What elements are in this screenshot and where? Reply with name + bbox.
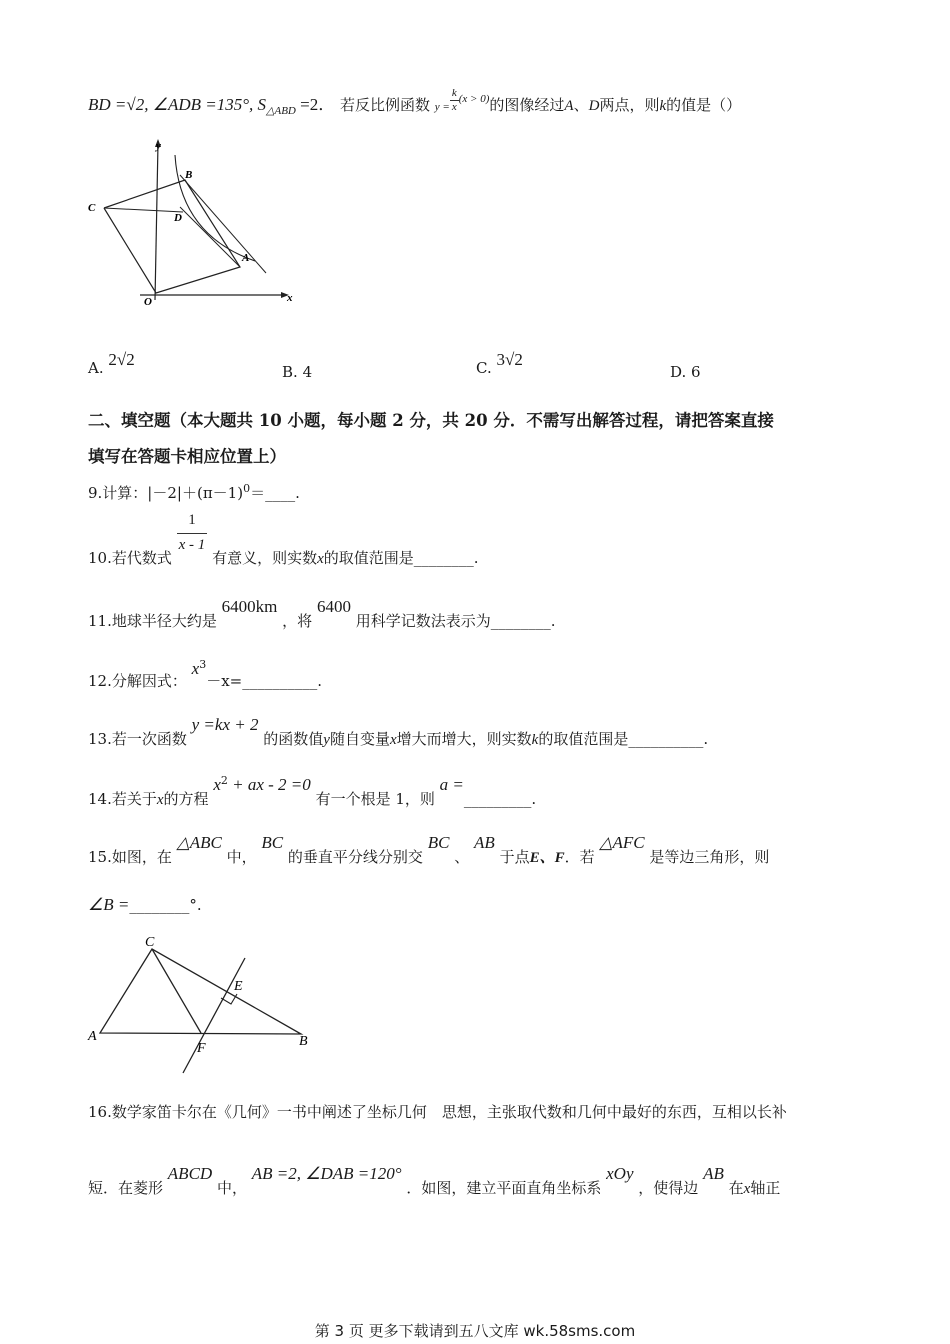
option-c-value: 3√2 bbox=[496, 350, 523, 369]
q16-var: x bbox=[743, 1181, 751, 1197]
q9-end: ＝____. bbox=[250, 484, 300, 502]
q8-given: BD =√2, ∠ADB =135°, S bbox=[88, 95, 267, 114]
q13-prefix: 13.若一次函数 bbox=[88, 730, 187, 748]
q15-angle: ∠B = bbox=[88, 895, 130, 914]
option-b-label: B. bbox=[282, 363, 298, 381]
fig2-label-c: C bbox=[145, 935, 155, 950]
q15-end: ________°. bbox=[129, 896, 202, 914]
q13-t3: 增大而增大，则实数 bbox=[396, 730, 532, 748]
q13-v3: k bbox=[531, 732, 539, 748]
option-c-label: C. bbox=[476, 359, 492, 377]
fig1-y-axis bbox=[155, 143, 158, 300]
q9-text: 9.计算：|－2|＋(π－1) bbox=[88, 484, 244, 502]
fig1-label-o: O bbox=[144, 296, 152, 308]
question-15-answer-line bbox=[88, 895, 202, 915]
fig2-label-f: F bbox=[197, 1041, 206, 1056]
fig2-perpendicular-bisector bbox=[183, 958, 245, 1073]
fig1-quadrilateral bbox=[104, 180, 240, 293]
question-15 bbox=[88, 832, 770, 866]
fig1-label-a: A bbox=[242, 252, 250, 264]
question-9 bbox=[88, 482, 300, 503]
q11-val1: 6400km bbox=[221, 597, 278, 616]
question-13 bbox=[88, 714, 709, 748]
q8-var-k: k bbox=[659, 98, 667, 114]
fig1-line-cd bbox=[104, 208, 183, 212]
q15-seg3: AB bbox=[474, 833, 495, 852]
q14-eq-exp: 2 bbox=[220, 774, 228, 787]
q8-text-c: 两点，则 bbox=[599, 96, 660, 114]
option-b-value: 4 bbox=[302, 363, 313, 381]
q16-t3: ，使得边 bbox=[638, 1179, 699, 1197]
figure-1-coordinate-graph bbox=[80, 135, 310, 315]
option-d bbox=[670, 363, 701, 381]
question-10 bbox=[88, 512, 479, 567]
q16-t2: ．如图，建立平面直角坐标系 bbox=[406, 1179, 602, 1197]
q9-sup: 0 bbox=[243, 482, 251, 495]
question-16-line-1: 16.数学家笛卡尔在《几何》一书中阐述了坐标几何 思想，主张取代数和几何中最好的东西，互相以长补 bbox=[88, 1103, 787, 1121]
q10-end: 的取值范围是________. bbox=[323, 548, 479, 567]
q15-t3: 、 bbox=[454, 848, 470, 866]
fig2-label-b: B bbox=[299, 1034, 308, 1049]
q8-line bbox=[88, 87, 742, 119]
q12-exp: 3 bbox=[199, 658, 207, 671]
q15-t5: ．若 bbox=[564, 848, 595, 866]
q8-func-y: y = bbox=[434, 101, 450, 113]
question-12 bbox=[88, 658, 322, 690]
fig1-line-ba-ext bbox=[180, 175, 266, 273]
q13-t1: 的函数值 bbox=[263, 730, 324, 748]
q8-func-den: x bbox=[451, 100, 457, 113]
question-14 bbox=[88, 774, 537, 808]
q14-prefix: 14.若关于 bbox=[88, 790, 157, 808]
q14-a-eq: a = bbox=[439, 775, 464, 794]
q8-text-b: 的图像经过 bbox=[489, 96, 565, 114]
q11-end: 用科学记数法表示为________. bbox=[355, 612, 556, 630]
q8-func-frac bbox=[450, 87, 459, 112]
option-d-value: 6 bbox=[691, 363, 701, 381]
option-a-value: 2√2 bbox=[108, 350, 135, 369]
fig1-line-da bbox=[180, 207, 240, 267]
q13-v1: y bbox=[323, 732, 330, 748]
fig1-label-y: y bbox=[156, 140, 161, 152]
q8-func-cond: (x > 0) bbox=[458, 93, 490, 105]
q8-pt-a: A bbox=[564, 98, 574, 114]
page-footer: 第 3 页 更多下载请到五八文库 wk.58sms.com bbox=[314, 1322, 636, 1340]
q10-fraction bbox=[177, 512, 208, 553]
fig1-label-d: D bbox=[174, 212, 182, 224]
fig1-label-c: C bbox=[88, 202, 96, 214]
q8-text-d: 的值是（） bbox=[666, 96, 742, 114]
q15-t6: 是等边三角形，则 bbox=[649, 848, 770, 866]
q15-tri1: △ABC bbox=[176, 833, 222, 852]
option-b bbox=[282, 363, 312, 381]
q15-t4: 于点 bbox=[499, 848, 530, 866]
q8-given-sub: △ABD bbox=[266, 105, 296, 117]
q13-v2: x bbox=[389, 732, 397, 748]
q15-seg1: BC bbox=[261, 833, 284, 852]
q14-var: x bbox=[156, 792, 164, 808]
question-11 bbox=[88, 596, 556, 630]
q11-prefix: 11.地球半径大约是 bbox=[88, 612, 217, 630]
q12-end: －x=__________. bbox=[206, 672, 322, 690]
q14-t2: 有一个根是 1，则 bbox=[315, 790, 435, 808]
q13-t2: 随自变量 bbox=[329, 730, 390, 748]
q12-prefix: 12.分解因式： bbox=[88, 672, 187, 690]
option-a bbox=[88, 350, 135, 378]
q16-seg: AB bbox=[703, 1164, 724, 1183]
q13-end: 的取值范围是__________. bbox=[538, 730, 709, 748]
section-2-heading-line-1: 二、填空题（本大题共 10 小题，每小题 2 分，共 20 分．不需写出解答过程，请把答案直接 bbox=[88, 411, 774, 430]
q10-mid: 有意义，则实数 bbox=[212, 548, 318, 567]
q15-t1: 中， bbox=[226, 848, 257, 866]
q16-t1: 中， bbox=[216, 1179, 247, 1197]
q14-t1: 的方程 bbox=[163, 790, 209, 808]
section-2-heading-line-2: 填写在答题卡相应位置上） bbox=[88, 447, 286, 466]
q11-val2: 6400 bbox=[316, 597, 351, 616]
fig1-label-x: x bbox=[287, 292, 293, 304]
q16-prefix: 短．在菱形 bbox=[88, 1179, 164, 1197]
q14-eq-rest: + ax - 2 =0 bbox=[227, 775, 311, 794]
fig1-label-b: B bbox=[185, 169, 193, 181]
fig2-triangle-abc bbox=[100, 949, 301, 1034]
q15-seg2: BC bbox=[427, 833, 450, 852]
q11-mid: ，将 bbox=[282, 612, 313, 630]
q16-sys: xOy bbox=[606, 1164, 634, 1183]
option-c bbox=[476, 350, 523, 378]
q10-den: x - 1 bbox=[178, 536, 206, 553]
q16-t5: 轴正 bbox=[750, 1179, 781, 1197]
q15-prefix: 15.如图，在 bbox=[88, 848, 172, 866]
q16-cond: AB =2, ∠DAB =120° bbox=[251, 1164, 402, 1183]
q8-given-end: =2． bbox=[295, 95, 336, 114]
q8-pt-d: D bbox=[588, 98, 600, 114]
q10-num: 1 bbox=[177, 512, 208, 534]
q10-prefix: 10.若代数式 bbox=[88, 548, 172, 567]
q8-text-a: 若反比例函数 bbox=[340, 96, 431, 114]
q14-end: _________. bbox=[463, 790, 537, 808]
q12-base: x bbox=[191, 659, 200, 678]
q16-t4: 在 bbox=[728, 1179, 744, 1197]
fig2-label-a: A bbox=[88, 1029, 97, 1044]
q13-func: y =kx + 2 bbox=[191, 715, 259, 734]
fig2-line-cf bbox=[152, 949, 201, 1033]
q15-pts: E、F bbox=[529, 850, 565, 866]
q10-var: x bbox=[317, 550, 324, 567]
question-16-line-2 bbox=[88, 1163, 781, 1197]
q16-rhombus: ABCD bbox=[167, 1164, 213, 1183]
fig2-label-e: E bbox=[234, 979, 243, 994]
q8-sep: 、 bbox=[573, 96, 589, 114]
option-d-label: D. bbox=[670, 363, 687, 381]
q15-t2: 的垂直平分线分别交 bbox=[287, 848, 423, 866]
figure-2-triangle bbox=[85, 930, 325, 1075]
q15-tri2: △AFC bbox=[599, 833, 645, 852]
q8-func-num: k bbox=[451, 87, 457, 100]
option-a-label: A. bbox=[88, 359, 104, 377]
q14-eq-x: x bbox=[213, 775, 221, 794]
